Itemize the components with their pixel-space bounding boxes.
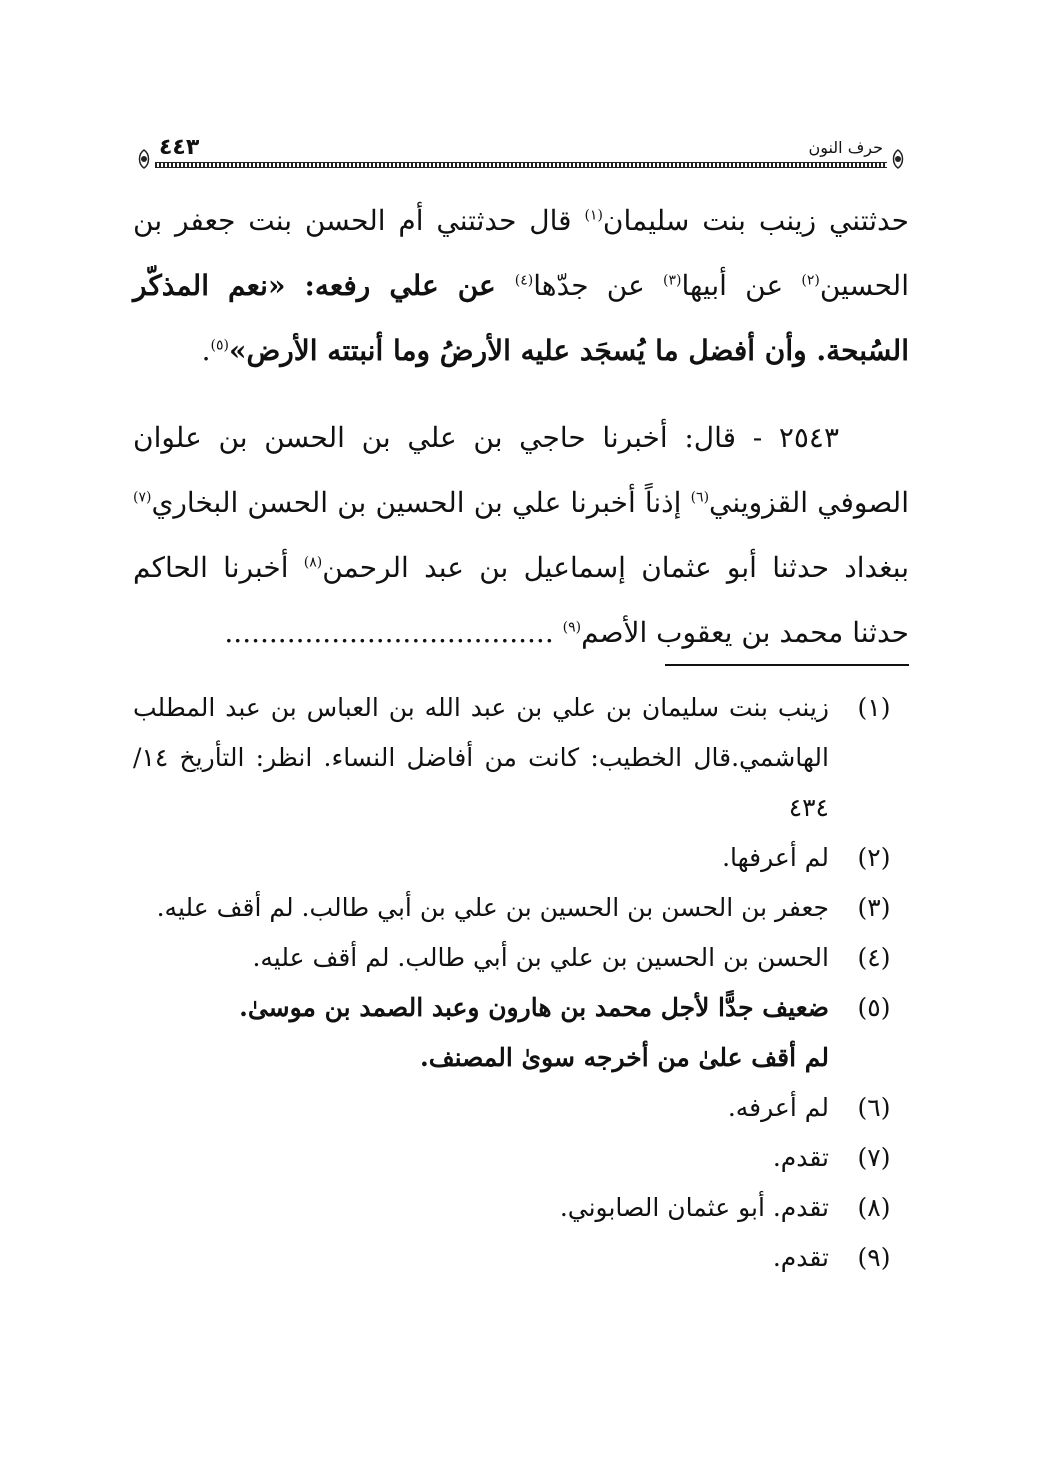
footnote-text: زينب بنت سليمان بن علي بن عبد الله بن العباس بن عبد المطلب الهاشمي.قال الخطيب: كانت من أفاضل النساء. انظر: التأريخ ١٤/ ٤٣٤	[133, 693, 829, 822]
footnote-text: الحسن بن الحسين بن علي بن أبي طالب. لم أقف عليه.	[252, 943, 829, 972]
footnote-number: (٣)	[857, 893, 891, 922]
paragraph-hadith-2543	[133, 405, 909, 665]
footnote-text: تقدم.	[772, 1143, 829, 1172]
footnote-ref-3: (٣)	[663, 272, 682, 289]
text-run: عن علي رفعه:	[285, 269, 515, 302]
footnote-number: (٤)	[857, 943, 891, 972]
text-run: .	[201, 334, 211, 367]
page-number: ٤٤٣	[159, 135, 200, 160]
footnote-separator	[665, 664, 909, 666]
text-run: إذناً أخبرنا علي بن الحسين بن الحسن البخاري	[151, 486, 691, 519]
text-run: - قال: أخبرنا حاجي بن علي بن الحسن بن علوان الصوفي القزويني	[133, 421, 909, 519]
footnote-ref-6: (٦)	[690, 489, 710, 506]
footnotes	[133, 683, 909, 1283]
footnote-number: (١)	[857, 693, 891, 722]
footnote-text: جعفر بن الحسن بن الحسين بن علي بن أبي طالب. لم أقف عليه.	[156, 893, 829, 922]
text-run: ببغداد حدثنا أبو عثمان إسماعيل بن عبد الرحمن	[322, 551, 909, 584]
ornament-icon	[133, 148, 155, 170]
header-rule	[155, 162, 887, 168]
running-header	[133, 132, 909, 172]
footnote-text: تقدم.	[772, 1243, 829, 1272]
footnote	[133, 983, 909, 1083]
footnote	[133, 833, 909, 883]
footnote	[133, 883, 909, 933]
hadith-quote: «نعم المذكّر السُبحة. وأن أفضل ما يُسجَد عليه الأرضُ وما أنبتته الأرض»	[133, 269, 909, 367]
footnote-number: (٦)	[857, 1093, 891, 1122]
footnote-ref-1: (١)	[584, 207, 603, 224]
text-run: عن أبيها	[681, 269, 802, 302]
hadith-number: ٢٥٤٣	[778, 421, 839, 454]
footnote-number: (٧)	[857, 1143, 891, 1172]
ornament-icon	[887, 148, 909, 170]
paragraph-hadith-chain	[133, 188, 909, 383]
footnote-ref-8: (٨)	[303, 554, 323, 571]
chapter-title: حرف النون	[808, 138, 883, 157]
footnote-ref-2: (٢)	[801, 272, 820, 289]
footnote-ref-4: (٤)	[514, 272, 534, 289]
footnote-continuation: لم أقف علىٰ من أخرجه سوىٰ المصنف.	[419, 1043, 829, 1072]
footnote-ref-5: (٥)	[210, 337, 229, 354]
footnote-ref-7: (٧)	[133, 489, 152, 506]
footnote-ref-9: (٩)	[562, 619, 582, 636]
text-run: حدثتني زينب بنت سليمان	[602, 204, 909, 237]
footnote	[133, 1083, 909, 1133]
footnote	[133, 1183, 909, 1233]
footnote-number: (٢)	[857, 843, 891, 872]
footnote-text: تقدم. أبو عثمان الصابوني.	[559, 1193, 829, 1222]
footnote	[133, 1233, 909, 1283]
continuation-dots: .....................................	[224, 616, 563, 649]
text-run: أخبرنا الحاكم حدثنا محمد بن يعقوب الأصم	[133, 551, 909, 649]
footnote-number: (٥)	[857, 993, 891, 1022]
text-run: قال حدثتني أم الحسن بنت جعفر بن الحسين	[133, 204, 909, 302]
footnote	[133, 933, 909, 983]
footnote-text: لم أعرفه.	[727, 1093, 829, 1122]
footnote	[133, 1133, 909, 1183]
text-run: عن جدّها	[533, 269, 664, 302]
footnote-number: (٩)	[857, 1243, 891, 1272]
footnote-number: (٨)	[857, 1193, 891, 1222]
footnote	[133, 683, 909, 833]
footnote-text: ضعيف جدًّا لأجل محمد بن هارون وعبد الصمد بن موسىٰ.	[239, 993, 829, 1022]
footnote-text: لم أعرفها.	[722, 843, 829, 872]
